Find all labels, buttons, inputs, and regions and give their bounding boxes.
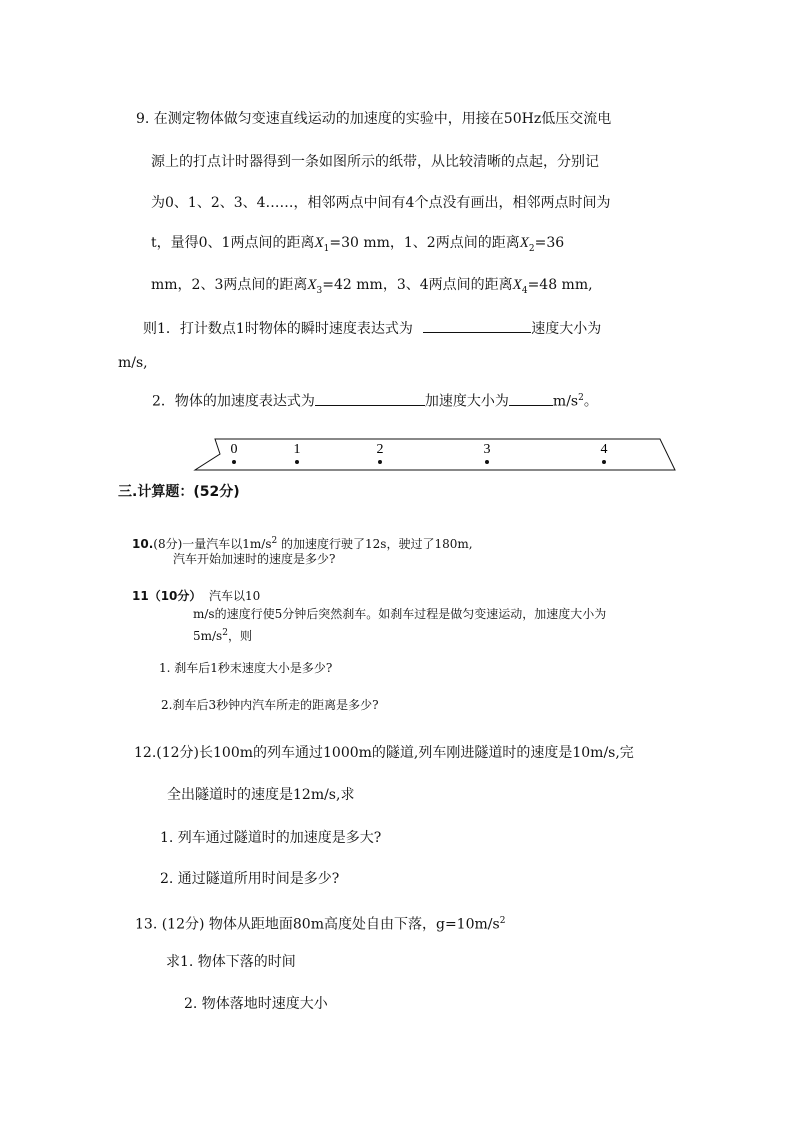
q9-line2: 源上的打点计时器得到一条如图所示的纸带，从比较清晰的点起，分别记: [151, 154, 599, 170]
q11-sub2: 2.刹车后3秒钟内汽车所走的距离是多少?: [161, 698, 379, 712]
tape-point-3: [485, 460, 489, 464]
q12-line1: 12.(12分)长100m的列车通过1000m的隧道,列车刚进隧道时的速度是10m/s,完: [134, 745, 634, 761]
q11-line3-text-a: 5m/s: [193, 629, 223, 643]
x2-subscript: 2: [528, 243, 535, 254]
q9-line5-text-b: =42 mm，3、4两点间的距离: [322, 277, 513, 293]
q9-sub1-text-b: 速度大小为: [531, 321, 602, 337]
q9-sub1: [143, 318, 601, 338]
answer-blank-velocity-expression[interactable]: [423, 318, 531, 333]
q10-line2: 汽车开始加速时的速度是多少?: [173, 552, 336, 566]
q10-sup: 2: [271, 536, 278, 546]
q9-sub2-text-b: 加速度大小为: [424, 393, 509, 410]
q9-line1: 9. 在测定物体做匀变速直线运动的加速度的实验中，用接在50Hz低压交流电: [136, 111, 612, 127]
tape-point-2: [378, 460, 382, 464]
q12-sub2: 2. 通过隧道所用时间是多少?: [160, 871, 340, 887]
q10-number: 10.: [132, 537, 154, 551]
x3-variable: X: [307, 277, 317, 293]
q9-sub2-unit-sup: 2: [578, 393, 584, 403]
q11-line1: [132, 588, 260, 604]
q9-sub2-end: 。: [583, 393, 598, 410]
x1-variable: X: [314, 235, 324, 251]
q11-line3-sup: 2: [222, 628, 228, 638]
section-3-title: 三.计算题：(52分): [118, 484, 240, 500]
tape-point-1: [295, 460, 299, 464]
x4-variable: X: [512, 277, 522, 293]
x2-variable: X: [519, 235, 529, 251]
tape-point-4: [602, 460, 606, 464]
q11-line3-text-b: ，则: [227, 629, 252, 643]
q13-line1-sup: 2: [499, 916, 506, 926]
q9-line4: [151, 234, 564, 258]
tape-label-4: 4: [600, 442, 608, 457]
answer-blank-acceleration-expression[interactable]: [315, 391, 425, 406]
q11-sub1: 1. 刹车后1秒末速度大小是多少?: [159, 661, 333, 675]
tape-point-0: [232, 460, 236, 464]
q9-line4-text-c: =36: [534, 235, 565, 251]
x4-subscript: 4: [521, 285, 528, 296]
q13-line1-text: 13. (12分) 物体从距地面80m高度处自由下落，g=10m/s: [135, 916, 500, 933]
q9-sub1-unit: m/s,: [118, 355, 148, 371]
tape-label-3: 3: [483, 442, 491, 457]
paper-tape-diagram: [190, 436, 680, 474]
q13-line1: [135, 912, 505, 934]
q9-sub2-unit: m/s: [552, 393, 579, 410]
q11-number: 11（10分）: [132, 589, 202, 603]
answer-blank-acceleration-value[interactable]: [509, 391, 553, 406]
q11-line3: [193, 625, 252, 644]
q12-sub1: 1. 列车通过隧道时的加速度是多大?: [160, 830, 382, 846]
q9-line4-text-a: t，量得0、1两点间的距离: [151, 235, 315, 251]
q13-sub2: 2. 物体落地时速度大小: [184, 996, 328, 1012]
q9-sub2-text-a: 2．物体的加速度表达式为: [152, 393, 315, 410]
q11-text-a: 汽车以10: [209, 589, 261, 603]
tape-label-1: 1: [293, 442, 301, 457]
q9-line3: 为0、1、2、3、4……，相邻两点中间有4个点没有画出，相邻两点时间为: [151, 195, 611, 211]
tape-label-2: 2: [376, 442, 384, 457]
q9-sub2: [152, 389, 598, 411]
q10-text-b: 的加速度行驶了12s，驶过了180m,: [277, 537, 473, 551]
q11-line2: m/s的速度行使5分钟后突然刹车。如刹车过程是做匀变速运动，加速度大小为: [193, 607, 607, 621]
q9-line5-text-a: mm，2、3两点间的距离: [151, 277, 308, 293]
q9-line4-text-b: =30 mm，1、2两点间的距离: [329, 235, 520, 251]
q9-sub1-text-a: 则1．打计数点1时物体的瞬时速度表达式为: [143, 321, 413, 337]
q10-line1: [132, 533, 473, 552]
q9-line5-text-c: =48 mm,: [527, 277, 593, 293]
q9-line5: [151, 276, 593, 300]
q10-text-a: (8分)一量汽车以1m/s: [153, 537, 272, 551]
tape-label-0: 0: [230, 442, 238, 457]
q12-line2: 全出隧道时的速度是12m/s,求: [167, 787, 355, 803]
x1-subscript: 1: [323, 243, 330, 254]
x3-subscript: 3: [316, 285, 323, 296]
q13-sub1: 求1. 物体下落的时间: [166, 954, 296, 970]
